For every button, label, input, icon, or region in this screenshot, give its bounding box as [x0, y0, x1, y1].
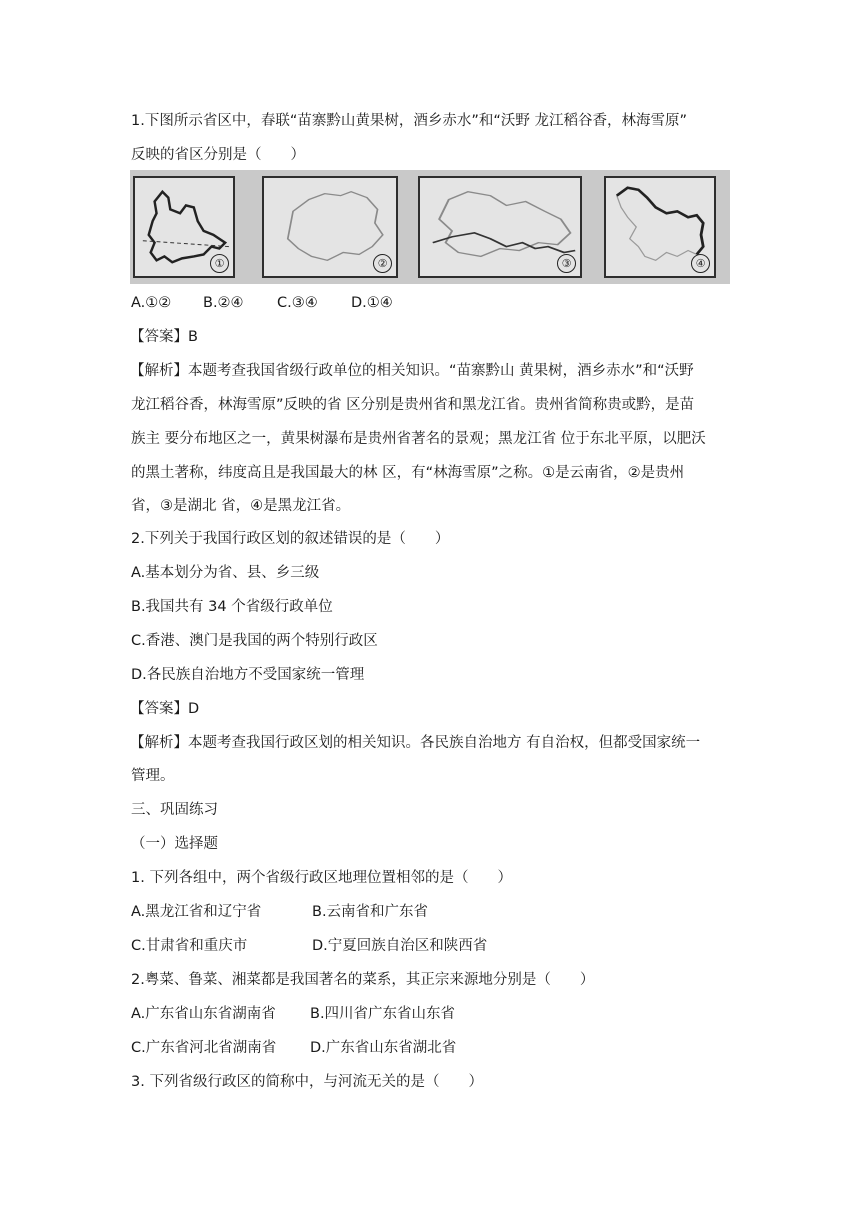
- p1-option-d[interactable]: D.宁夏回族自治区和陕西省: [312, 938, 488, 954]
- p2-options-row1: [131, 1004, 455, 1024]
- q1-option-a[interactable]: A.①②: [131, 295, 172, 311]
- q2-analysis-line1: 【解析】本题考查我国行政区划的相关知识。各民族自治地方 有自治权，但都受国家统一: [130, 735, 701, 751]
- p3-stem: 3. 下列省级行政区的简称中，与河流无关的是（ ）: [131, 1074, 483, 1090]
- p1-stem: 1. 下列各组中，两个省级行政区地理位置相邻的是（ ）: [131, 870, 512, 886]
- map-label-3: ③: [557, 254, 576, 273]
- p2-option-a[interactable]: A.广东省山东省湖南省: [131, 1006, 276, 1022]
- p2-option-c[interactable]: C.广东省河北省湖南省: [131, 1040, 277, 1056]
- p2-stem: 2.粤菜、鲁菜、湘菜都是我国著名的菜系，其正宗来源地分别是（ ）: [131, 972, 595, 988]
- q2-option-d[interactable]: D.各民族自治地方不受国家统一管理: [131, 667, 365, 683]
- province-maps-figure: [130, 170, 730, 284]
- q2-analysis-line2: 管理。: [131, 768, 175, 784]
- p2-options-row2: [131, 1038, 456, 1058]
- q1-answer: 【答案】B: [130, 329, 198, 345]
- q2-option-c[interactable]: C.香港、澳门是我国的两个特别行政区: [131, 633, 378, 649]
- section-subtitle: （一）选择题: [131, 836, 218, 852]
- p1-option-c[interactable]: C.甘肃省和重庆市: [131, 938, 248, 954]
- map-hubei: [418, 176, 582, 278]
- q1-option-b[interactable]: B.②④: [203, 295, 244, 311]
- q2-option-b[interactable]: B.我国共有 34 个省级行政单位: [131, 599, 333, 615]
- map-label-4: ④: [691, 254, 710, 273]
- map-label-1: ①: [210, 254, 229, 273]
- section-title: 三、巩固练习: [131, 802, 218, 818]
- p2-option-d[interactable]: D.广东省山东省湖北省: [310, 1040, 457, 1056]
- q1-option-c[interactable]: C.③④: [277, 295, 318, 311]
- q1-analysis-line4: 的黑土著称，纬度高且是我国最大的林 区，有“林海雪原”之称。①是云南省，②是贵州: [131, 465, 685, 481]
- map-yunnan: [133, 176, 235, 278]
- p1-options-row2: [131, 936, 487, 956]
- q2-answer: 【答案】D: [130, 701, 200, 717]
- q1-analysis-line5: 省，③是湖北 省，④是黑龙江省。: [131, 498, 351, 514]
- map-heilongjiang: [604, 176, 716, 278]
- map-guizhou: [262, 176, 398, 278]
- q1-stem-line2: 反映的省区分别是（ ）: [131, 147, 305, 163]
- q1-stem-line1: 1.下图所示省区中，春联“苗寨黔山黄果树，酒乡赤水”和“沃野 龙江稻谷香，林海雪原”: [131, 113, 687, 129]
- map-label-2: ②: [373, 254, 392, 273]
- q1-option-d[interactable]: D.①④: [351, 295, 393, 311]
- q1-analysis-line3: 族主 要分布地区之一，黄果树瀑布是贵州省著名的景观；黑龙江省 位于东北平原，以肥沃: [131, 431, 706, 447]
- q1-options: [131, 293, 393, 313]
- p2-option-b[interactable]: B.四川省广东省山东省: [310, 1006, 456, 1022]
- p1-option-a[interactable]: A.黑龙江省和辽宁省: [131, 904, 262, 920]
- q2-option-a[interactable]: A.基本划分为省、县、乡三级: [131, 565, 320, 581]
- p1-options-row1: [131, 902, 428, 922]
- q2-stem: 2.下列关于我国行政区划的叙述错误的是（ ）: [131, 531, 450, 547]
- p1-option-b[interactable]: B.云南省和广东省: [312, 904, 429, 920]
- q1-analysis-line1: 【解析】本题考查我国省级行政单位的相关知识。“苗寨黔山 黄果树，酒乡赤水”和“沃野: [130, 363, 694, 379]
- q1-analysis-line2: 龙江稻谷香，林海雪原”反映的省 区分别是贵州省和黑龙江省。贵州省简称贵或黔，是苗: [131, 397, 695, 413]
